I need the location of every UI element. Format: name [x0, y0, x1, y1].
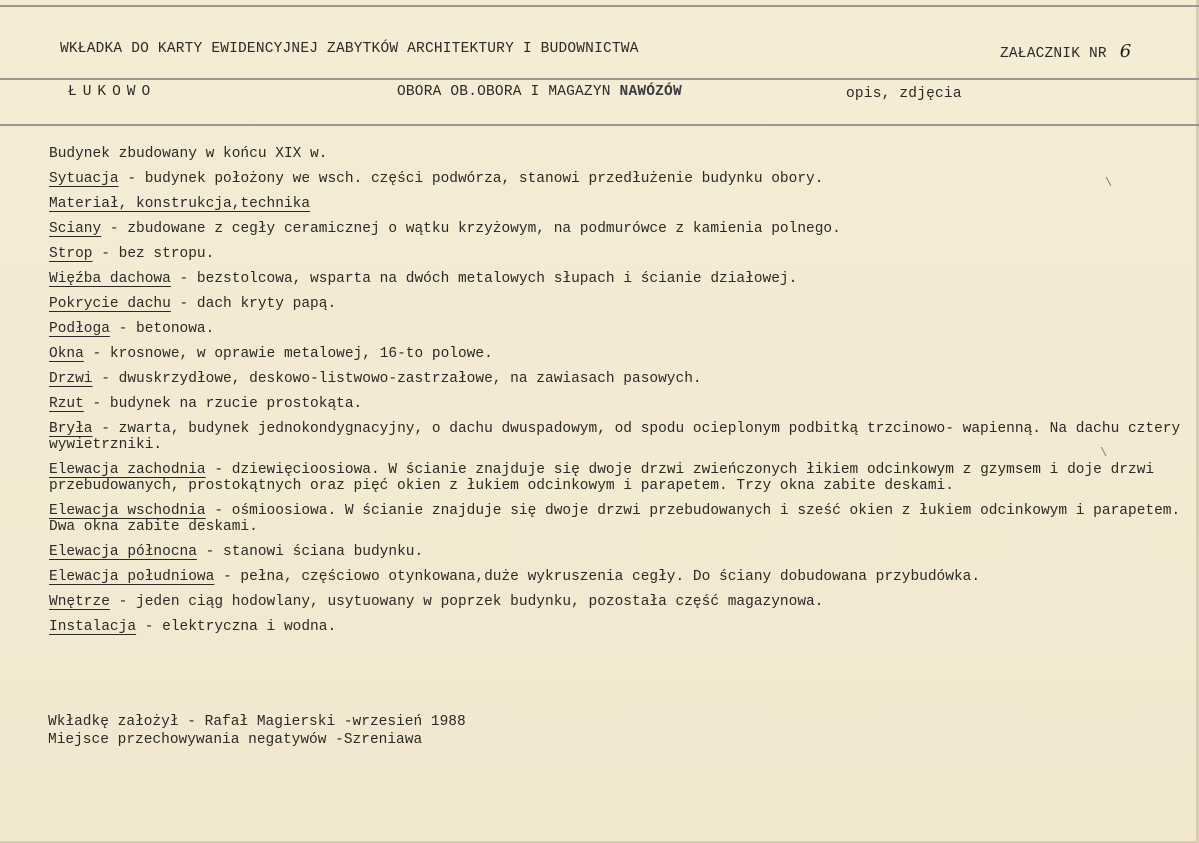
object-name [397, 84, 682, 100]
section-text: - zbudowane z cegły ceramicznej o wątku krzyżowym, na podmurówce z kamienia polnego. [101, 221, 841, 237]
card-footer [48, 713, 466, 749]
rule-top [0, 5, 1199, 7]
card-title: WKŁADKA DO KARTY EWIDENCYJNEJ ZABYTKÓW ARCHITEKTURY I BUDOWNICTWA [60, 41, 639, 57]
section-label: Elewacja południowa [49, 569, 215, 585]
section-label: Rzut [49, 396, 84, 412]
section-massing [49, 417, 1194, 458]
section-text: - betonowa. [109, 321, 215, 337]
section-label: Więźba dachowa [49, 271, 171, 287]
description-body [49, 142, 1194, 640]
section-text: - zwarta, budynek jednokondygnacyjny, o dachu dwuspadowym, od spodu ocieplonym podbitką trzcinowo- wapienną. Na dachu cztery wywietrzniki. [49, 421, 1181, 453]
section-text: - bezstolcowa, wsparta na dwóch metalowych słupach i ścianie działowej. [170, 271, 798, 287]
section-label: Bryła [49, 421, 93, 437]
object-name-prefix: OBORA OB.OBORA I MAGAZYN [397, 84, 611, 100]
section-label: Materiał, konstrukcja,technika [49, 196, 311, 212]
section-label: Elewacja północna [49, 544, 197, 560]
stray-mark: \ [1105, 176, 1113, 190]
section-label: Instalacja [49, 619, 137, 635]
rule-header [0, 78, 1199, 80]
section-interior [49, 590, 1194, 615]
section-text: - budynek na rzucie prostokąta. [83, 396, 363, 412]
section-text: - bez stropu. [92, 246, 215, 262]
section-walls [49, 217, 1194, 242]
intro-line: Budynek zbudowany w końcu XIX w. [49, 146, 328, 162]
section-label: Elewacja zachodnia [49, 462, 206, 478]
section-text: - elektryczna i wodna. [136, 619, 337, 635]
section-text: - stanowi ściana budynku. [196, 544, 424, 560]
section-text: - budynek położony we wsch. części podwórza, stanowi przedłużenie budynku obory. [118, 171, 824, 187]
description-type: opis, zdjęcia [846, 86, 962, 102]
section-plan [49, 392, 1194, 417]
section-label: Sytuacja [49, 171, 119, 187]
section-roof-truss [49, 267, 1194, 292]
annex-label-text: ZAŁACZNIK NR [1000, 46, 1107, 62]
footer-negatives-location: Miejsce przechowywania negatywów -Szreniawa [48, 732, 423, 748]
section-east-elevation [49, 499, 1194, 540]
section-windows [49, 342, 1194, 367]
section-material [49, 192, 1194, 217]
section-floor [49, 317, 1194, 342]
footer-created-by: Wkładkę założył - Rafał Magierski -wrzesień 1988 [48, 714, 466, 730]
section-label: Sciany [49, 221, 102, 237]
section-label: Okna [49, 346, 84, 362]
section-installations [49, 615, 1194, 640]
section-text: - dach kryty papą. [170, 296, 337, 312]
section-south-elevation [49, 565, 1194, 590]
annex-label [1000, 41, 1131, 62]
section-label: Drzwi [49, 371, 93, 387]
rule-subheader [0, 124, 1199, 126]
section-text: - ośmioosiowa. W ścianie znajduje się dwoje drzwi przebudowanych i sześć okien z łukiem odcinkowym i parapetem. Dwa okna zabite deskami. [49, 503, 1181, 535]
section-label: Elewacja wschodnia [49, 503, 206, 519]
section-text: - krosnowe, w oprawie metalowej, 16-to polowe. [83, 346, 493, 362]
section-north-elevation [49, 540, 1194, 565]
town-name: ŁUKOWO [68, 84, 157, 100]
section-label: Wnętrze [49, 594, 110, 610]
annex-number: 6 [1119, 41, 1132, 62]
section-doors [49, 367, 1194, 392]
stray-mark: \ [1100, 446, 1108, 460]
section-text: - dziewięcioosiowa. W ścianie znajduje się dwoje drzwi zwieńczonych łikiem odcinkowym z gzymsem i doje drzwi przebudowanych, prostokątnych oraz pięć okien z łukiem odcinkowym i parapetem. Trzy okna zabite deskami. [49, 462, 1155, 494]
section-situation [49, 167, 1194, 192]
section-ceiling [49, 242, 1194, 267]
section-west-elevation [49, 458, 1194, 499]
section-roofing [49, 292, 1194, 317]
object-name-strong: NAWÓZÓW [619, 84, 682, 100]
section-text: - jeden ciąg hodowlany, usytuowany w poprzek budynku, pozostała część magazynowa. [109, 594, 824, 610]
section-label: Strop [49, 246, 93, 262]
section-label: Pokrycie dachu [49, 296, 171, 312]
section-text: - dwuskrzydłowe, deskowo-listwowo-zastrzałowe, na zawiasach pasowych. [92, 371, 702, 387]
section-label: Podłoga [49, 321, 110, 337]
section-text: - pełna, częściowo otynkowana,duże wykruszenia cegły. Do ściany dobudowana przybudówka. [214, 569, 981, 585]
